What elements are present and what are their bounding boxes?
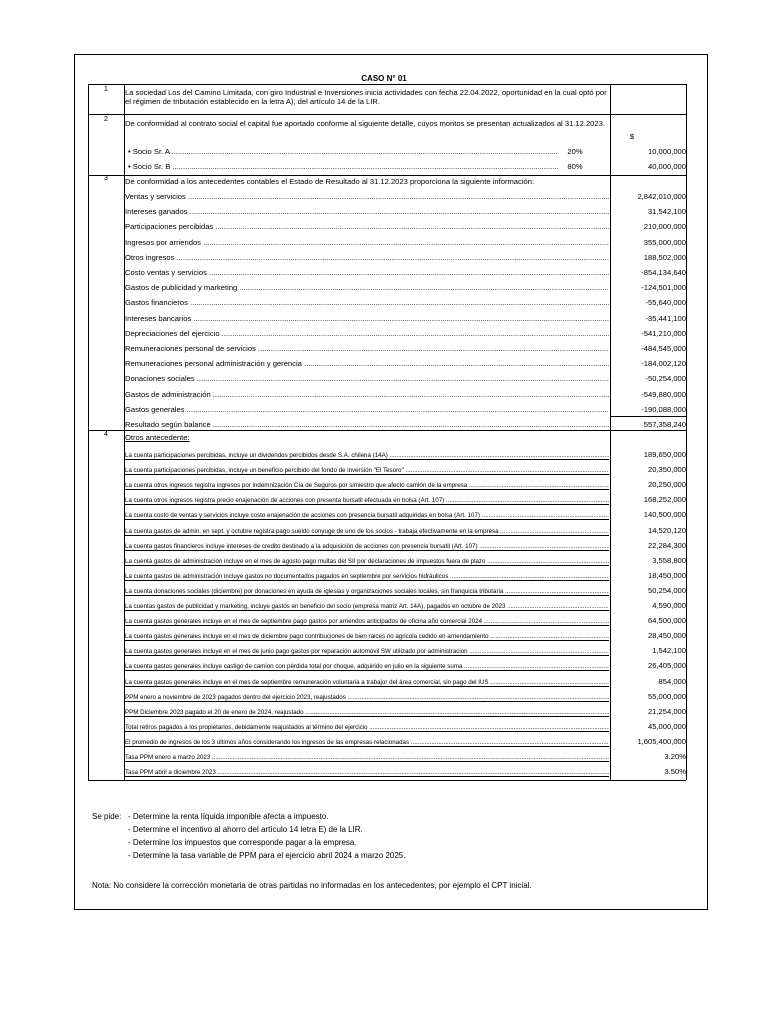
- antecedent-row-value: 50,254,000: [647, 585, 686, 595]
- antecedent-row-label: La cuenta gastos generales incluye en el mes de junio pago gastos por reparación automóvil SW utilizado por administracion .....: [125, 647, 609, 656]
- num-col-divider: [124, 84, 125, 780]
- result-label: Resultado según balance .....: [125, 420, 609, 429]
- section3-separator: [88, 430, 686, 431]
- antecedent-row-value: 1,605,400,000: [637, 736, 686, 746]
- antecedent-row-underline: [125, 761, 609, 762]
- antecedent-row-label: La cuenta otros ingresos registra precio enajenación de acciones con presenta bursatil efectuada en bolsa (Art. 107) .....: [125, 496, 609, 505]
- antecedent-row-underline: [125, 595, 609, 596]
- socio-b-pct: 80%: [567, 162, 583, 171]
- income-statement-row-label: Gastos financieros .....: [125, 298, 609, 307]
- antecedent-row-label: La cuenta gastos generales incluye en el mes de septiembre remuneración voluntaria a trabajor del área comercial, sin pago del IUS .....: [125, 678, 609, 687]
- antecedent-row-underline: [125, 701, 609, 702]
- antecedent-row-label: PPM Diciembre 2023 pagado el 20 de enero de 2024, reajustado .....: [125, 708, 609, 717]
- nota-text: Nota: No considere la corrección monetaria de otras partidas no informadas en los antecedentes, por ejemplo el CPT inicial.: [92, 881, 532, 890]
- se-pide-item-3: - Determine los impuestos que corresponde pagar a la empresa.: [128, 838, 357, 847]
- income-statement-row-label: Intereses ganados .....: [125, 207, 609, 216]
- antecedent-row-label: La cuenta donaciones sociales (diciembre) por donaciones en ayuda de iglesias y organizaciones sociales locales, sin franquicia tributaria .....: [125, 587, 609, 596]
- income-statement-row-label: Donaciones sociales .....: [125, 374, 609, 383]
- case-title: CASO N° 01: [361, 74, 407, 83]
- income-statement-row-value: -541,210,000: [641, 328, 686, 338]
- income-statement-row-value: -190,088,000: [641, 404, 686, 414]
- antecedent-row-underline: [125, 580, 609, 581]
- section3-intro: De conformidad a los antecedentes contables el Estado de Resultado al 31.12.2023 proporciona la siguiente información:: [125, 177, 535, 186]
- antecedent-row-label: La cuenta gastos de admin. en sept. y octubre registra pago sueldo conyuge de uno de los socios - trabaja efectivamente en la empresa .....: [125, 527, 609, 536]
- income-statement-row-label: Participaciones percibidas .....: [125, 222, 609, 231]
- antecedent-row-underline: [125, 686, 609, 687]
- antecedent-row-value: 189,650,000: [643, 450, 686, 459]
- antecedent-row-label: La cuenta participaciones percibidas, incluye un dividendos percibidos desde S.A. chilena (14A) .....: [125, 451, 609, 460]
- antecedent-row-value: 140,500,000: [643, 510, 686, 520]
- antecedent-row-underline: [125, 459, 609, 460]
- antecedent-row-underline: [125, 776, 609, 777]
- antecedent-row-underline: [125, 716, 609, 717]
- income-statement-row-value: -184,002,120: [641, 359, 686, 369]
- se-pide-item-4: - Determine la tasa variable de PPM para el ejercicio abril 2024 a marzo 2025.: [128, 851, 406, 860]
- socio-a-pct: 20%: [567, 147, 583, 156]
- income-statement-row-label: Costo ventas y servicios .....: [125, 268, 609, 277]
- income-statement-row-value: -484,545,000: [641, 344, 686, 353]
- antecedent-row-label: La cuenta gastos generales incluye en el mes de septiembre pago gastos por arriendos anticipados de oficina año comercial 2024 .....: [125, 617, 609, 626]
- income-statement-row-value: 31,542,100: [647, 207, 686, 217]
- se-pide-item-1: - Determine la renta líquida imponible afecta a impuesto.: [128, 812, 329, 821]
- income-statement-row-value: -55,640,000: [645, 298, 686, 308]
- section-number-4: 4: [104, 431, 108, 438]
- antecedent-row-underline: [125, 731, 609, 732]
- antecedent-row-label: Total retiros pagados a los propietarios, debidamente reajustados al término del ejercicio .....: [125, 723, 609, 732]
- antecedent-row-value: 20,350,000: [647, 465, 686, 475]
- income-statement-row-value: -854,134,640: [641, 268, 686, 277]
- section2-text: De conformidad al contrato social el capital fue aportado conforme al siguiente detalle, cuyos montos se presentan actualizados al 31.12.2023.: [125, 119, 605, 128]
- antecedent-row-underline: [125, 519, 609, 520]
- income-statement-row-label: Ingresos por arriendos .....: [125, 238, 609, 247]
- antecedent-row-value: 1,542,100: [652, 646, 686, 656]
- income-statement-row-label: Otros ingresos .....: [125, 253, 609, 262]
- income-statement-row-label: Depreciaciones del ejercicio .....: [125, 329, 609, 338]
- antecedent-row-value: 45,000,000: [647, 721, 686, 731]
- income-statement-row-value: -549,880,000: [641, 389, 686, 399]
- antecedent-row-value: 3.20%: [664, 752, 686, 761]
- antecedent-row-value: 4,590,000: [652, 601, 686, 610]
- se-pide-item-2: - Determine el incentivo al ahorro del artículo 14 letra E) de la LIR.: [128, 825, 363, 834]
- antecedent-row-label: El promedio de ingresos de los 3 últimos años considerando los ingresos de las empresas relacionadas .....: [125, 738, 609, 747]
- result-value: 557,358,240: [643, 420, 686, 429]
- socio-a-label: • Socio Sr. A .....: [128, 147, 558, 156]
- income-statement-row-value: -35,441,100: [645, 313, 686, 323]
- antecedent-row-value: 64,500,000: [647, 616, 686, 626]
- antecedent-row-label: Tasa PPM abril a diciembre 2023 .....: [125, 768, 609, 777]
- antecedent-row-value: 14,520,120: [647, 525, 686, 535]
- income-statement-row-label: Ventas y servicios .....: [125, 192, 609, 201]
- antecedent-row-label: La cuenta otros ingresos registra ingresos por indemnización Cía de Seguros por simiestro que afectó camión de la empresa .....: [125, 481, 609, 490]
- section4-heading: Otros antecedente:: [125, 433, 190, 442]
- section-number-2: 2: [104, 116, 108, 123]
- antecedent-row-underline: [125, 640, 609, 641]
- section2-separator: [88, 175, 686, 176]
- antecedent-row-value: 168,252,000: [643, 495, 686, 505]
- antecedent-row-value: 26,405,000: [647, 661, 686, 671]
- antecedent-row-value: 20,250,000: [647, 480, 686, 490]
- income-statement-row-label: Gastos generales .....: [125, 405, 609, 414]
- antecedent-row-label: La cuenta gastos de administración incluye gastos no documentados pagados en septiembre por servicios hidráulicos .....: [125, 572, 609, 581]
- table-top-border: [88, 84, 686, 85]
- antecedent-row-value: 3.50%: [664, 767, 686, 777]
- antecedent-row-value: 18,450,000: [647, 570, 686, 580]
- section-number-1: 1: [104, 86, 108, 93]
- antecedent-row-label: PPM enero a noviembre de 2023 pagados dentro del ejercicio 2023, reajustados .....: [125, 693, 609, 702]
- section-number-3: 3: [104, 175, 108, 182]
- table-right-border: [686, 84, 687, 780]
- value-col-divider: [610, 84, 611, 780]
- income-statement-row-value: 188,502,000: [643, 252, 686, 262]
- antecedent-row-value: 3,558,800: [652, 555, 686, 565]
- antecedent-row-underline: [125, 474, 609, 475]
- socio-b-value: 40,000,000: [647, 162, 686, 171]
- antecedent-row-label: La cuenta gastos de administración incluye en el mes de agosto pago multas del SII por declaraciones de impuestos fuera de plazo .....: [125, 557, 609, 566]
- se-pide-label: Se pide:: [92, 812, 122, 821]
- income-statement-row-value: 2,842,010,000: [637, 192, 686, 201]
- income-statement-row-label: Intereses bancarios .....: [125, 314, 609, 323]
- income-statement-row-label: Remuneraciones personal de servicios .....: [125, 344, 609, 353]
- antecedent-row-label: Tasa PPM enero a marzo 2023 .....: [125, 753, 609, 762]
- antecedent-row-underline: [125, 625, 609, 626]
- table-bottom-border: [88, 780, 686, 781]
- socio-a-value: 10,000,000: [647, 147, 686, 156]
- antecedent-row-underline: [125, 670, 609, 671]
- income-statement-row-label: Gastos de publicidad y marketing .....: [125, 283, 609, 292]
- antecedent-row-underline: [125, 489, 609, 490]
- section1-separator: [88, 114, 686, 115]
- antecedent-row-underline: [125, 655, 609, 656]
- antecedent-row-label: La cuenta gastos generales incluye castigo de camion con pérdida total por choque, adquirido en julio en la siguiente suma .....: [125, 662, 609, 671]
- antecedent-row-label: La cuentas gastos de publicidad y marketing, incluye gastos en beneficio del socio (empresa matriz Art. 14A), pagados en octubre de 2023 .....: [125, 602, 609, 611]
- income-statement-row-value: -124,501,000: [641, 283, 686, 293]
- antecedent-row-underline: [125, 504, 609, 505]
- antecedent-row-label: La cuenta gastos generales incluye en el mes de diciembre pago contribuciones de bien raices no agricola cedido en arriendamiento .....: [125, 632, 609, 641]
- antecedent-row-value: 22,284,300: [647, 540, 686, 550]
- socio-b-label: • Socio Sr. B .....: [128, 162, 558, 171]
- income-statement-row-label: Gastos de administración .....: [125, 390, 609, 399]
- section1-text: La sociedad Los del Camino Limitada, con giro Industrial e Inversiones inicia actividades con fecha 22.04.2022, oportunidad en la cual optó por el régimen de tributación establecido en la letra A), del artículo 14 de la LIR.: [125, 88, 607, 106]
- currency-symbol: $: [629, 132, 635, 141]
- antecedent-row-label: La cuenta gastos financieros incluye intereses de credito destinado a la adquisición de acciones con presencia bursatil (Art. 107) .....: [125, 542, 609, 551]
- antecedent-row-label: La cuenta costo de ventas y servicios incluye costo enajenación de acciones con presencia bursatil adquiridas en bolsa (Art. 107) .....: [125, 511, 609, 520]
- antecedent-row-underline: [125, 550, 609, 551]
- antecedent-row-value: 21,254,000: [647, 706, 686, 716]
- antecedent-row-underline: [125, 565, 609, 566]
- antecedent-row-underline: [125, 746, 609, 747]
- antecedent-row-value: 28,450,000: [647, 631, 686, 641]
- income-statement-row-label: Remuneraciones personal administración y gerencia .....: [125, 359, 609, 368]
- antecedent-row-value: 55,000,000: [647, 691, 686, 701]
- subtotal-line: [610, 416, 686, 417]
- income-statement-row-value: -50,254,000: [645, 374, 686, 384]
- antecedent-row-underline: [125, 610, 609, 611]
- antecedent-row-label: La cuenta participaciones percibidas, incluye un beneficio percibido del fondo de inversión "El Tesoro" .....: [125, 466, 609, 475]
- income-statement-row-value: 355,000,000: [643, 237, 686, 247]
- antecedent-row-value: 854,000: [658, 676, 686, 686]
- antecedent-row-underline: [125, 535, 609, 536]
- income-statement-row-value: 210,000,000: [643, 222, 686, 232]
